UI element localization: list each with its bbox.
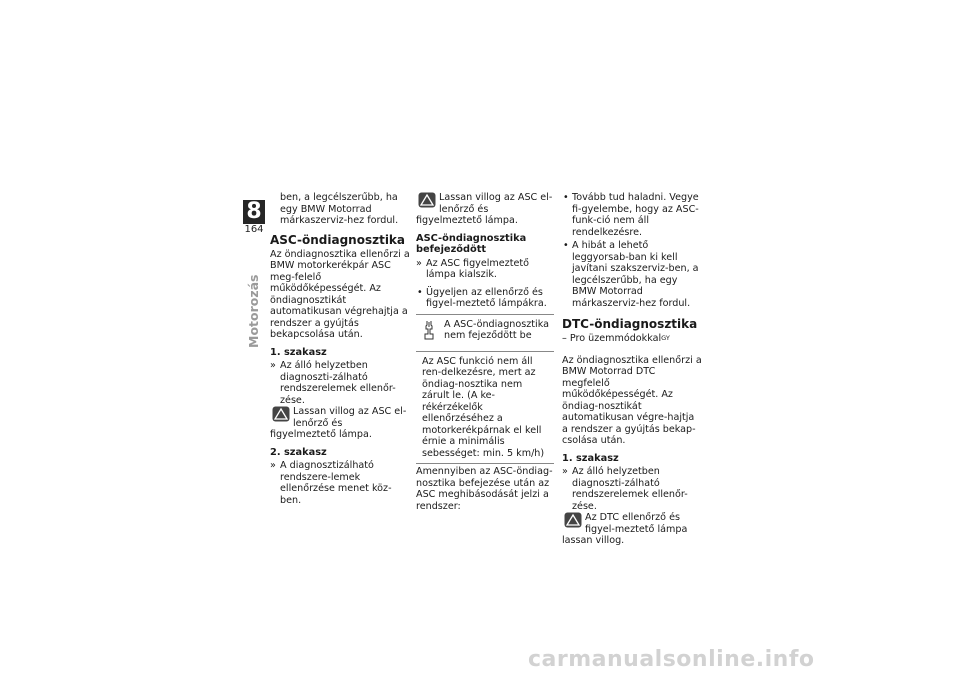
asc-heading: ASC-öndiagnosztika bbox=[270, 232, 406, 247]
step1-label: 1. szakasz bbox=[270, 346, 327, 358]
dtc-step1-label: 1. szakasz bbox=[562, 452, 619, 464]
chapter-number: 8 bbox=[243, 200, 265, 224]
wrench-hand-icon bbox=[424, 320, 436, 340]
dtc-step1-item: » Az álló helyzetben diagnoszti-zálható rendszerelemek ellenőr-zése. bbox=[562, 466, 702, 512]
dtc-heading: DTC-öndiagnosztika bbox=[562, 317, 698, 331]
warning-lamp-icon bbox=[272, 406, 290, 422]
dtc-step1-warning bbox=[562, 512, 702, 547]
step2-item: » A diagnosztizálható rendszere-lemek ellenőrzése menet köz-ben. bbox=[270, 460, 410, 506]
asc-complete-item: » Az ASC figyelmeztető lámpa kialszik. bbox=[416, 258, 554, 281]
watermark: carmanualsonline.info bbox=[528, 647, 815, 672]
notice-box-body: Az ASC funkció nem áll ren-delkezésre, mert az öndiag-nosztika nem zárult le. (A ke-rékérzékelők ellenőrzéséhez a motorkerékpárnak el kell érnie a minimális sebességet: min. 5 km/h) bbox=[422, 355, 545, 459]
col2-warning-text: Lassan villog az ASC el-lenőrző és figyelmeztető lámpa. bbox=[416, 192, 553, 226]
dtc-mode bbox=[562, 333, 702, 345]
asc-paragraph: Az öndiagnosztika ellenőrzi a BMW motorkerékpár ASC meg-felelő működőképességét. Az öndiagnosztikát automatikusan végrehajtja a rendszer a gyújtás bekapcsolása után. bbox=[270, 248, 410, 340]
notice-box-title: A ASC-öndiagnosztika nem fejeződött be bbox=[444, 318, 549, 341]
column-2 bbox=[416, 192, 554, 512]
step1-item: » Az álló helyzetben diagnoszti-zálható rendszerelemek ellenőr-zése. bbox=[270, 360, 410, 406]
dtc-mode-text: – Pro üzemmódokkal bbox=[562, 333, 662, 344]
continued-text: ben, a legcélszerűbb, ha egy BMW Motorrad márkaszerviz-hez fordul. bbox=[280, 192, 399, 226]
section-side-label: Motorozás bbox=[246, 274, 261, 348]
warning-lamp-icon bbox=[564, 512, 582, 528]
after-box-text: Amennyiben az ASC-öndiag-nosztika befejezése után az ASC meghibásodását jelzi a rendszer: bbox=[416, 466, 553, 512]
column-3 bbox=[562, 192, 702, 547]
asc-complete-heading: ASC-öndiagnosztika befejeződött bbox=[416, 232, 527, 255]
dtc-paragraph: Az öndiagnosztika ellenőrzi a BMW Motorrad DTC megfelelő működőképességét. Az öndiag-nosztikát automatikusan végre-hajtja a rendszer a gyújtás bekap-csolása után. bbox=[562, 354, 702, 446]
step1-warning bbox=[270, 406, 410, 441]
attention-bullet: • Ügyeljen az ellenőrző és figyel-meztető lámpákra. bbox=[416, 287, 554, 310]
dtc-step1-warning-text: Az DTC ellenőrző és figyel-meztető lámpa lassan villog. bbox=[562, 512, 688, 546]
continue-bullet: • Tovább tud haladni. Vegye fi-gyelembe, hogy az ASC-funk-ció nem áll rendelkezésre. bbox=[562, 192, 702, 238]
warning-lamp-icon bbox=[418, 192, 436, 208]
col2-warning bbox=[416, 192, 554, 227]
page-number: 164 bbox=[244, 224, 264, 235]
repair-bullet: • A hibát a lehető leggyorsab-ban ki kell javítani szakszerviz-ben, a legcélszerűbb, ha egy BMW Motorrad márkaszerviz-hez fordul. bbox=[562, 240, 702, 309]
notice-box-header bbox=[416, 315, 554, 352]
chapter-tab bbox=[243, 200, 265, 236]
notice-box bbox=[416, 314, 554, 465]
dtc-mode-sup: GY bbox=[661, 334, 670, 342]
step1-warning-text: Lassan villog az ASC el-lenőrző és figyelmeztető lámpa. bbox=[270, 406, 407, 440]
step2-label: 2. szakasz bbox=[270, 446, 327, 458]
column-1 bbox=[270, 192, 410, 506]
